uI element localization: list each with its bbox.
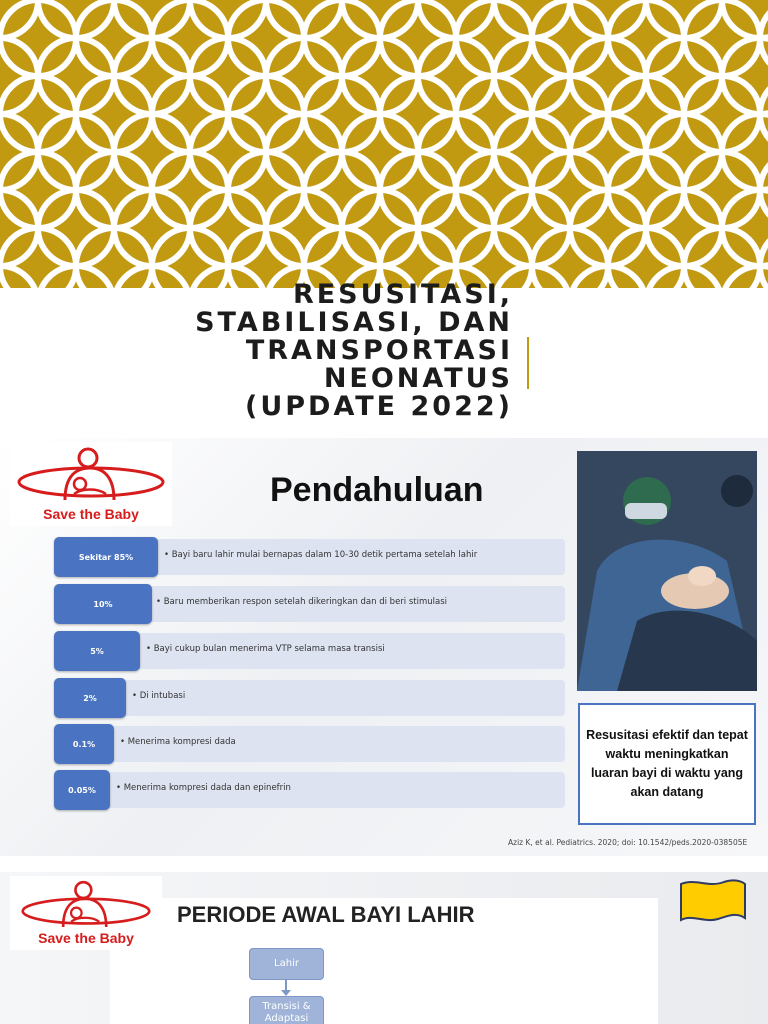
key-message-callout: Resusitasi efektif dan tepat waktu meningkatkan luaran bayi di waktu yang akan datang <box>578 703 756 825</box>
stat-percentage: 10% <box>54 584 152 624</box>
slide-periode-awal <box>0 872 768 1024</box>
cover-title <box>195 281 513 421</box>
stat-bar <box>119 680 565 716</box>
mother-baby-icon <box>10 442 172 508</box>
stat-percentage: 5% <box>54 631 140 671</box>
stat-percentage: 2% <box>54 678 126 718</box>
save-the-baby-logo <box>10 876 162 950</box>
flag-icon <box>678 878 748 926</box>
stat-percentage: Sekitar 85% <box>54 537 158 577</box>
stat-text: • Bayi cukup bulan menerima VTP selama masa transisi <box>146 644 385 654</box>
slide-heading: PERIODE AWAL BAYI LAHIR <box>177 902 475 927</box>
flow-box-transisi: Transisi & Adaptasi <box>249 996 324 1024</box>
cover-title-block <box>0 279 768 438</box>
flow-box-lahir: Lahir <box>249 948 324 980</box>
title-line-3: TRANSPORTASI <box>245 335 513 366</box>
slide-pendahuluan <box>0 438 768 856</box>
save-the-baby-logo <box>10 442 172 526</box>
logo-text: Save the Baby <box>43 506 139 522</box>
citation: Aziz K, et al. Pediatrics. 2020; doi: 10.1542/peds.2020-038505E <box>508 838 748 847</box>
stat-text: • Menerima kompresi dada dan epinefrin <box>116 783 291 793</box>
title-line-4: NEONATUS <box>323 363 513 394</box>
stat-text: • Bayi baru lahir mulai bernapas dalam 10-30 detik pertama setelah lahir <box>164 550 478 560</box>
stat-text: • Di intubasi <box>132 691 186 701</box>
title-line-1: RESUSITASI, <box>292 279 513 310</box>
title-accent-rule <box>527 337 529 389</box>
slide-heading: Pendahuluan <box>270 471 484 509</box>
stat-text: • Baru memberikan respon setelah dikeringkan dan di beri stimulasi <box>156 597 448 607</box>
interlocking-circle-pattern <box>0 0 768 290</box>
stat-percentage: 0.1% <box>54 724 114 764</box>
neonatal-resuscitation-photo <box>577 451 757 691</box>
stat-percentage: 0.05% <box>54 770 110 810</box>
mother-baby-icon <box>10 876 162 934</box>
title-line-2: STABILISASI, DAN <box>195 307 513 338</box>
logo-text: Save the Baby <box>38 930 134 946</box>
surgery-scene-image <box>577 451 757 691</box>
stat-text: • Menerima kompresi dada <box>120 737 236 747</box>
title-line-5: (UPDATE 2022) <box>244 391 513 422</box>
cover-pattern <box>0 0 768 290</box>
